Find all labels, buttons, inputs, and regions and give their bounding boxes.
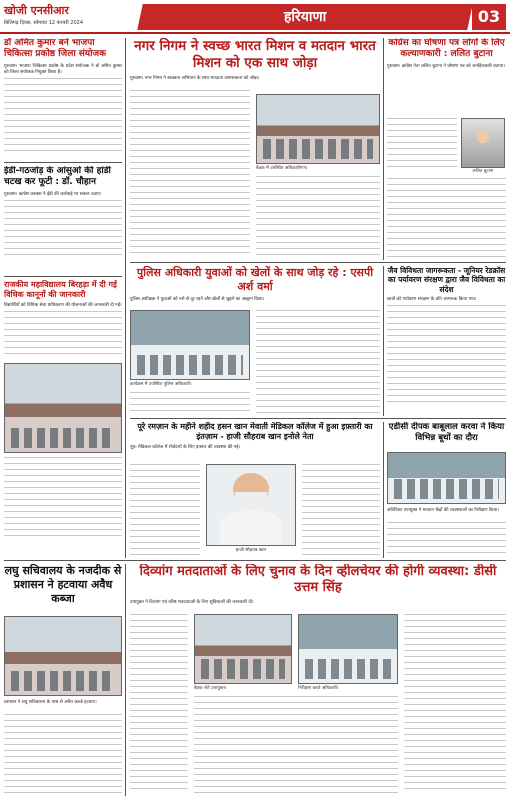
story-headline: राजकीय महाविद्यालय बिरहड़ा में दी गई विधिक कानूनों की जानकारी — [4, 280, 117, 299]
story-lead: विद्यार्थियों को विधिक सेवा प्राधिकरण की योजनाओं की जानकारी दी गई। — [4, 303, 122, 308]
story-lead: गुरुग्राम। नगर निगम ने स्वच्छता अभियान के साथ मतदाता जागरूकता को जोड़ा। — [130, 75, 260, 81]
story-lead: गुरुग्राम। भाजपा चिकित्सा प्रकोष्ठ के प्रदेश संयोजक ने डॉ अमित कुमार को जिला संयोजक नियुक्त किया है। — [4, 63, 122, 75]
dateline: बिलिगढ़ दिवस, सोमवार 12 फरवरी 2024 — [4, 20, 84, 26]
meeting-photo — [194, 614, 292, 684]
paper-logo — [4, 3, 134, 31]
portrait-photo — [206, 464, 296, 546]
story-headline: जैव विविधता जागरूकता - जूनियर रेडक्रॉस का पर्यावरण संरक्षण द्वारा जैव विविधता का संदेश — [387, 266, 506, 294]
portrait-caption: ललित बुटाना — [472, 169, 494, 174]
story-body-continued — [387, 178, 506, 258]
story-body — [387, 522, 506, 556]
paper-name: खोजी एनसीआर — [4, 4, 69, 17]
story-body-continued — [130, 392, 250, 414]
story-ramzan — [130, 422, 380, 558]
photo-figures — [137, 355, 243, 375]
story-police — [130, 266, 380, 416]
story-lead: नूंह। मेडिकल कॉलेज में रोजेदारों के लिए इफ्तार की व्यवस्था की गई। — [130, 445, 241, 450]
story-headline: दिव्यांग मतदाताओं के लिए चुनाव के दिन व्हीलचेयर की होगी व्यवस्था: डीसी उत्तम सिंह — [139, 564, 497, 596]
masthead — [0, 0, 510, 34]
photo-figures — [394, 479, 499, 499]
story-wheelchair — [130, 564, 506, 796]
demolition-photo — [4, 616, 122, 696]
story-left-mid — [4, 166, 122, 274]
story-lead: अतिरिक्त उपायुक्त ने मतदान केंद्रों की व्यवस्थाओं का निरीक्षण किया। — [387, 508, 500, 513]
column-divider — [125, 564, 126, 796]
photo-caption: कार्यक्रम में उपस्थित पुलिस अधिकारी। — [130, 382, 192, 387]
story-headline: ईडी-गठजोड़ के आंसुओं की हांडी चटख कर फूटी : डॉ. चौहान — [4, 166, 111, 188]
story-body-continued — [302, 464, 380, 556]
story-adc — [387, 422, 506, 558]
story-headline: कांग्रेस का घोषणा पत्र लोगों के लिए कल्याणकारी : ललित बुटाना — [388, 38, 505, 60]
photo-figures — [11, 428, 115, 448]
story-right-top — [387, 38, 506, 260]
police-photo — [130, 310, 250, 380]
story-headline: पूरे रमज़ान के महीने शहीद हसन खान मेवाती मेडिकल कॉलेज में हुआ इफ़्तारी का इंतज़ाम - हाजी सौहराब खान इनोले नेता — [137, 422, 373, 441]
story-left-top — [4, 38, 122, 160]
story-body — [4, 311, 122, 359]
inspection-photo — [298, 614, 398, 684]
story-body — [130, 614, 188, 794]
story-lead: गुरुग्राम। कांग्रेस प्रवक्ता ने ईडी की कार्रवाई पर सवाल उठाए। — [4, 191, 102, 197]
divider — [4, 276, 122, 277]
column-divider — [383, 38, 384, 260]
story-secretariat — [4, 564, 122, 796]
column-divider — [383, 422, 384, 558]
story-body — [256, 310, 380, 414]
story-headline: नगर निगम ने स्वच्छ भारत मिशन व मतदान भारत मिशन को एक साथ जोड़ा — [134, 38, 376, 71]
section-title: हरियाणा — [283, 9, 327, 25]
meeting-photo — [256, 94, 380, 164]
divider — [130, 262, 506, 263]
photo-caption: हाजी सौहराब खान — [235, 548, 267, 553]
story-body — [387, 305, 506, 405]
story-body-right — [404, 614, 506, 794]
photo-figures — [11, 671, 115, 691]
photo-shirt — [220, 511, 282, 545]
story-lead: छात्रों को पर्यावरण संरक्षण के प्रति जागरूक किया गया। — [387, 297, 477, 303]
column-divider — [125, 38, 126, 558]
story-body-continued — [256, 176, 380, 256]
photo-caption: बैठक लेते उपायुक्त। — [194, 686, 227, 691]
story-lead: उपायुक्त ने दिव्यांग एवं वरिष्ठ मतदाताओं के लिए सुविधाओं की जानकारी दी। — [130, 599, 254, 605]
column-divider — [383, 266, 384, 416]
story-headline: एडीसी दीपक बाबूलाल करवा ने किया विभिन्न बूथों का दौरा — [388, 422, 505, 443]
story-lead: गुरुग्राम। कांग्रेस नेता ललित बुटाना ने घोषणा पत्र को जनहितकारी बताया। — [387, 63, 505, 69]
story-headline: डॉ अमित कुमार बने भाजपा चिकित्सा प्रकोष्ठ जिला संयोजक — [4, 38, 107, 60]
story-headline: पुलिस अधिकारी युवाओं को खेलों के साथ जोड़ रहे : एसपी अर्श वर्मा — [136, 266, 374, 293]
story-body — [130, 90, 250, 255]
divider — [130, 418, 506, 419]
story-body-continued — [194, 696, 398, 794]
story-body — [387, 118, 457, 168]
photo-figures — [201, 659, 285, 679]
story-lead: प्रशासन ने लघु सचिवालय के पास से अवैध कब्जे हटवाए। — [4, 700, 97, 705]
story-headline: लघु सचिवालय के नजदीक से प्रशासन ने हटवाया अवैध कब्जा — [4, 564, 122, 605]
story-body — [4, 714, 122, 794]
story-body — [130, 464, 200, 556]
photo-caption: निरीक्षण करते अधिकारी। — [298, 686, 339, 691]
divider — [4, 162, 122, 163]
photo-caption: बैठक में उपस्थित अधिकारीगण। — [256, 166, 308, 171]
story-biodiversity — [387, 266, 506, 416]
story-top-center — [130, 38, 380, 260]
divider — [4, 560, 506, 561]
adc-photo — [387, 452, 506, 504]
event-photo — [4, 363, 122, 453]
section-banner — [137, 4, 473, 30]
photo-figures — [305, 659, 391, 679]
page-number: 03 — [472, 4, 506, 30]
photo-beard — [235, 492, 267, 510]
story-body — [4, 78, 122, 152]
story-lead: पुलिस अधीक्षक ने युवाओं को नशे से दूर रहने और खेलों से जुड़ने का आह्वान किया। — [130, 296, 265, 302]
photo-figures — [263, 139, 373, 159]
story-body-continued — [4, 457, 122, 537]
story-left-lower — [4, 280, 122, 555]
story-body — [4, 200, 122, 260]
portrait-photo — [461, 118, 505, 168]
